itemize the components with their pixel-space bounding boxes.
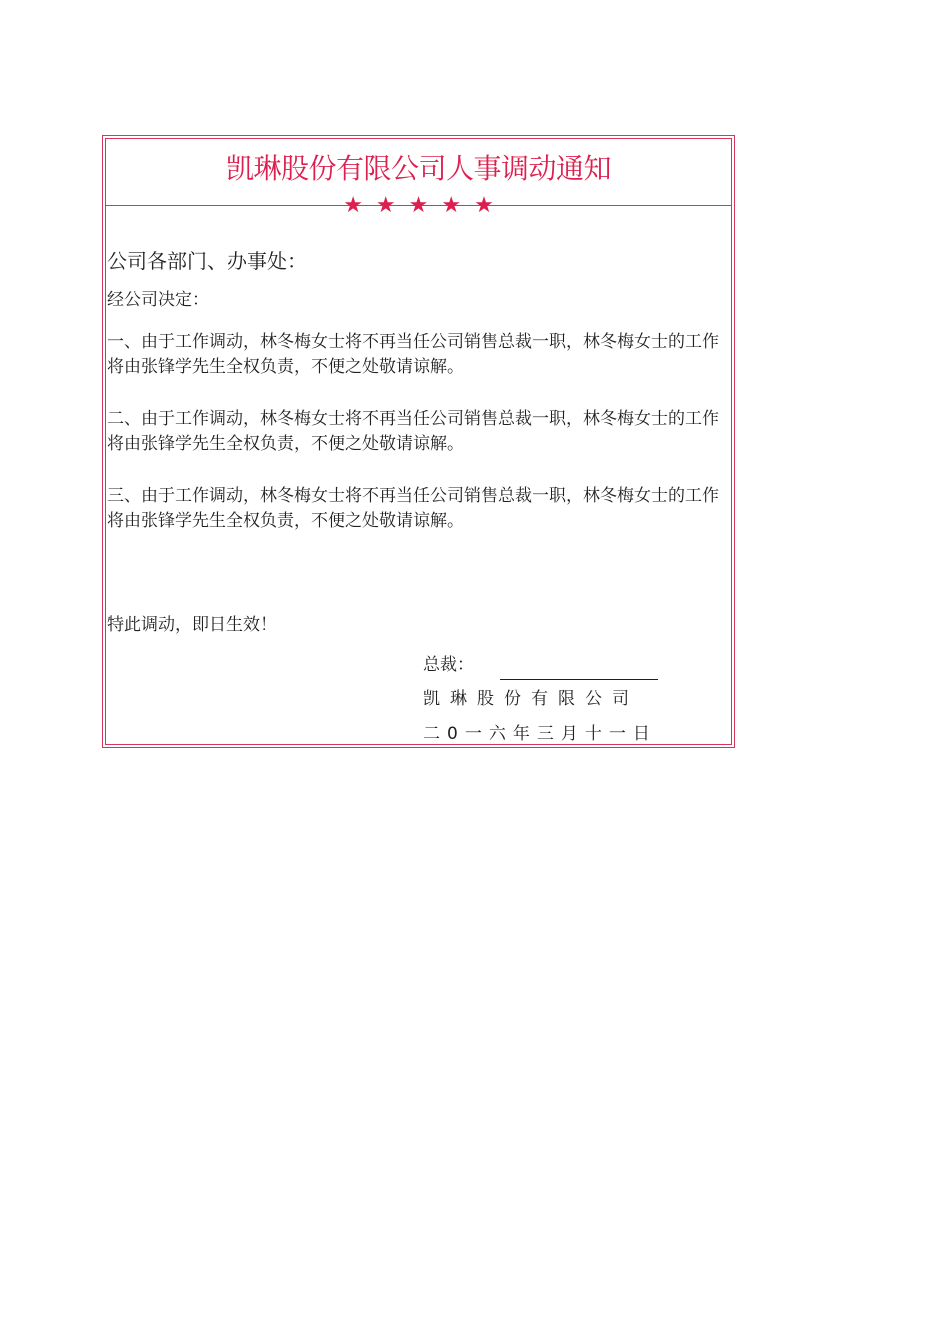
closing-statement: 特此调动，即日生效！ bbox=[107, 615, 277, 635]
notice-frame bbox=[102, 135, 735, 748]
signature-line bbox=[500, 679, 658, 680]
signature-label: 总裁： bbox=[423, 655, 474, 675]
signature-date: 二0一六年三月十一日 bbox=[423, 724, 657, 744]
notice-inner-frame bbox=[105, 138, 732, 745]
salutation: 公司各部门、办事处： bbox=[107, 249, 307, 273]
star-divider-icon: ★★★★★ bbox=[343, 193, 507, 218]
decision-intro: 经公司决定： bbox=[107, 290, 209, 310]
notice-title: 凯琳股份有限公司人事调动通知 bbox=[225, 152, 611, 185]
notice-item-2: 二、由于工作调动，林冬梅女士将不再当任公司销售总裁一职，林冬梅女士的工作将由张锋学先生全权负责，不便之处敬请谅解。 bbox=[107, 409, 719, 454]
notice-item-1: 一、由于工作调动，林冬梅女士将不再当任公司销售总裁一职，林冬梅女士的工作将由张锋学先生全权负责，不便之处敬请谅解。 bbox=[107, 332, 719, 377]
notice-item-3: 三、由于工作调动，林冬梅女士将不再当任公司销售总裁一职，林冬梅女士的工作将由张锋学先生全权负责，不便之处敬请谅解。 bbox=[107, 486, 719, 531]
signature-company: 凯琳股份有限公司 bbox=[423, 689, 639, 709]
